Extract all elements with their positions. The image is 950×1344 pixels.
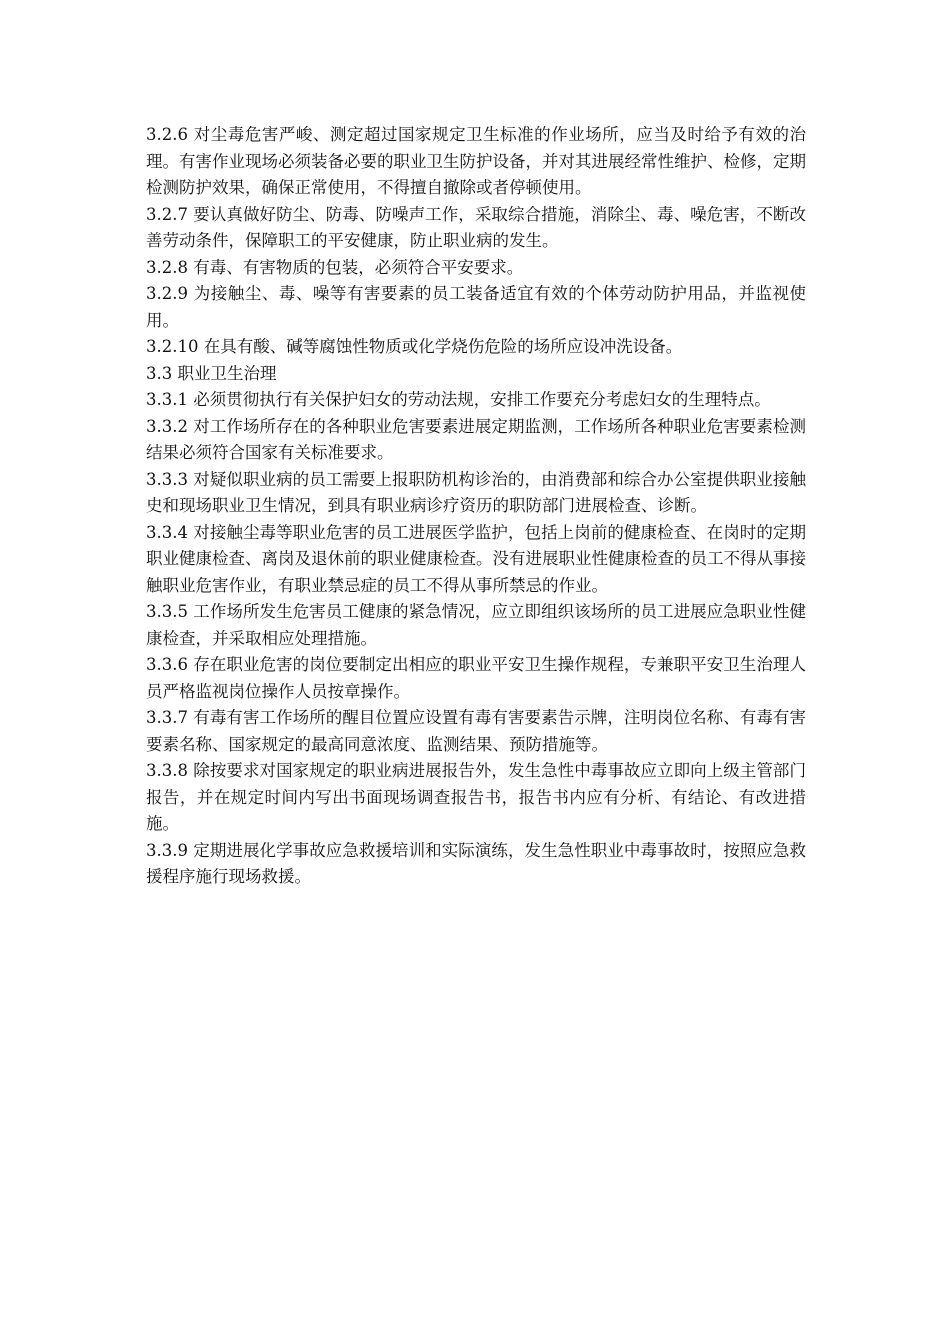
paragraph-3-3-7: 3.3.7 有毒有害工作场所的醒目位置应设置有毒有害要素告示牌，注明岗位名称、有毒有害要素名称、国家规定的最高同意浓度、监测结果、预防措施等。 [146, 708, 806, 754]
paragraph-3-3-6: 3.3.6 存在职业危害的岗位要制定出相应的职业平安卫生操作规程，专兼职平安卫生治理人员严格监视岗位操作人员按章操作。 [146, 655, 806, 701]
paragraph-3-3-9: 3.3.9 定期进展化学事故应急救援培训和实际演练，发生急性职业中毒事故时，按照应急救援程序施行现场救援。 [146, 840, 806, 886]
paragraph-3-2-6: 3.2.6 对尘毒危害严峻、测定超过国家规定卫生标准的作业场所，应当及时给予有效的治理。有害作业现场必须装备必要的职业卫生防护设备，并对其进展经常性维护、检修，定期检测防护效果，确保正常使用，不得擅自撤除或者停顿使用。 [146, 125, 806, 197]
paragraph-3-3-2: 3.3.2 对工作场所存在的各种职业危害要素进展定期监测，工作场所各种职业危害要素检测结果必须符合国家有关标准要求。 [146, 416, 806, 462]
paragraph-3-3-4: 3.3.4 对接触尘毒等职业危害的员工进展医学监护，包括上岗前的健康检查、在岗时的定期职业健康检查、离岗及退休前的职业健康检查。没有进展职业性健康检查的员工不得从事接触职业危害作业，有职业禁忌症的员工不得从事所禁忌的作业。 [146, 522, 806, 595]
paragraph-3-3-1: 3.3.1 必须贯彻执行有关保护妇女的劳动法规，安排工作要充分考虑妇女的生理特点。 [146, 390, 771, 409]
paragraph-3-2-7: 3.2.7 要认真做好防尘、防毒、防噪声工作，采取综合措施，消除尘、毒、噪危害，不断改善劳动条件，保障职工的平安健康，防止职业病的发生。 [146, 204, 806, 250]
paragraph-3-3-3: 3.3.3 对疑似职业病的员工需要上报职防机构诊治的，由消费部和综合办公室提供职业接触史和现场职业卫生情况，到具有职业病诊疗资历的职防部门进展检查、诊断。 [146, 469, 806, 515]
paragraph-3-3-8: 3.3.8 除按要求对国家规定的职业病进展报告外，发生急性中毒事故应立即向上级主管部门报告，并在规定时间内写出书面现场调查报告书，报告书内应有分析、有结论、有改进措施。 [146, 761, 806, 833]
paragraph-3-2-8: 3.2.8 有毒、有害物质的包装，必须符合平安要求。 [146, 257, 524, 277]
section-heading-3-3: 3.3 职业卫生治理 [146, 363, 277, 383]
paragraph-3-3-5: 3.3.5 工作场所发生危害员工健康的紧急情况，应立即组织该场所的员工进展应急职业性健康检查，并采取相应处理措施。 [146, 602, 806, 648]
paragraph-3-2-9: 3.2.9 为接触尘、毒、噪等有害要素的员工装备适宜有效的个体劳动防护用品，并监视使用。 [146, 284, 806, 330]
paragraph-3-2-10: 3.2.10 在具有酸、碱等腐蚀性物质或化学烧伤危险的场所应设冲洗设备。 [146, 337, 683, 356]
document-body [146, 122, 806, 891]
